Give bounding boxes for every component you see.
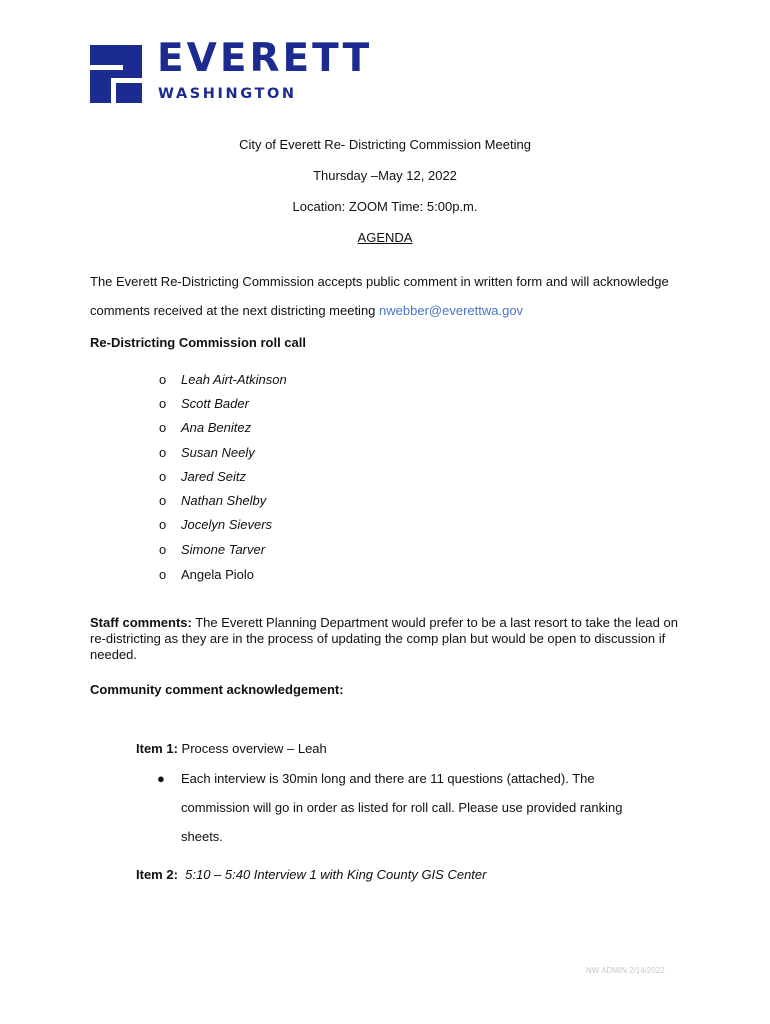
logo-wordmark: EVERETT: [157, 36, 373, 81]
list-bullet-icon: o: [159, 567, 167, 582]
list-bullet-icon: o: [159, 542, 167, 557]
staff-comments: [90, 615, 680, 663]
list-bullet-icon: o: [159, 420, 167, 435]
item-1-bullet-text: Each interview is 30min long and there are 11 questions (attached). The commission will go in order as listed for roll call. Please use provided ranking sheets.: [181, 771, 623, 844]
list-bullet-icon: o: [159, 469, 167, 484]
footer-stamp: NW ADMIN 2/14/2022: [586, 966, 665, 975]
roll-call-heading: Re-Districting Commission roll call: [90, 335, 306, 350]
item-2-text: 5:10 – 5:40 Interview 1 with King County GIS Center: [185, 867, 487, 882]
list-bullet-icon: o: [159, 396, 167, 411]
member-name: Susan Neely: [181, 445, 255, 460]
agenda-label: AGENDA: [357, 230, 413, 245]
item-1-label: Item 1:: [136, 741, 178, 756]
member-name: Simone Tarver: [181, 542, 266, 557]
roll-call-item: [159, 396, 249, 412]
intro-text: The Everett Re-Districting Commission accepts public comment in written form and will acknowledge comments received at the next districting meeting: [90, 274, 669, 318]
roll-call-item: [159, 542, 265, 558]
everett-logo-mark-icon: [90, 45, 142, 103]
item-1-text: Process overview – Leah: [177, 741, 327, 756]
list-bullet-icon: o: [159, 493, 167, 508]
agenda-item-1: [136, 741, 327, 757]
member-name: Nathan Shelby: [181, 493, 267, 508]
member-name: Scott Bader: [181, 396, 249, 411]
everett-logo: [90, 36, 373, 107]
list-bullet-icon: o: [159, 517, 167, 532]
agenda-heading: [0, 230, 770, 246]
member-name: Jocelyn Sievers: [181, 517, 273, 532]
roll-call-item: [159, 420, 251, 436]
roll-call-item: [159, 445, 255, 461]
meeting-date: Thursday –May 12, 2022: [313, 168, 457, 183]
intro-paragraph: [90, 267, 690, 325]
item-2-label: Item 2:: [136, 867, 178, 882]
meeting-title: City of Everett Re- Districting Commission Meeting: [239, 137, 531, 152]
roll-call-item: [159, 517, 272, 533]
list-bullet-icon: o: [159, 445, 167, 460]
staff-comments-label: Staff comments:: [90, 615, 192, 630]
staff-comments-text: The Everett Planning Department would prefer to be a last resort to take the lead on re-districting as they are in the process of updating the comp plan but would be open to discussion if needed.: [90, 615, 678, 662]
bullet-dot-icon: ●: [157, 771, 165, 786]
member-name: Ana Benitez: [181, 420, 252, 435]
meeting-location: Location: ZOOM Time: 5:00p.m.: [292, 199, 478, 214]
member-name: Angela Piolo: [181, 567, 254, 582]
list-bullet-icon: o: [159, 372, 167, 387]
member-name: Jared Seitz: [181, 469, 247, 484]
roll-call-item: [159, 372, 287, 388]
member-name: Leah Airt-Atkinson: [181, 372, 287, 387]
roll-call-item: [159, 493, 266, 509]
community-comment-heading: Community comment acknowledgement:: [90, 682, 344, 697]
logo-subtitle: WASHINGTON: [158, 86, 297, 102]
contact-email-link[interactable]: nwebber@everettwa.gov: [379, 303, 524, 318]
roll-call-item: [159, 567, 254, 583]
roll-call-item: [159, 469, 246, 485]
agenda-item-2: [136, 867, 486, 883]
